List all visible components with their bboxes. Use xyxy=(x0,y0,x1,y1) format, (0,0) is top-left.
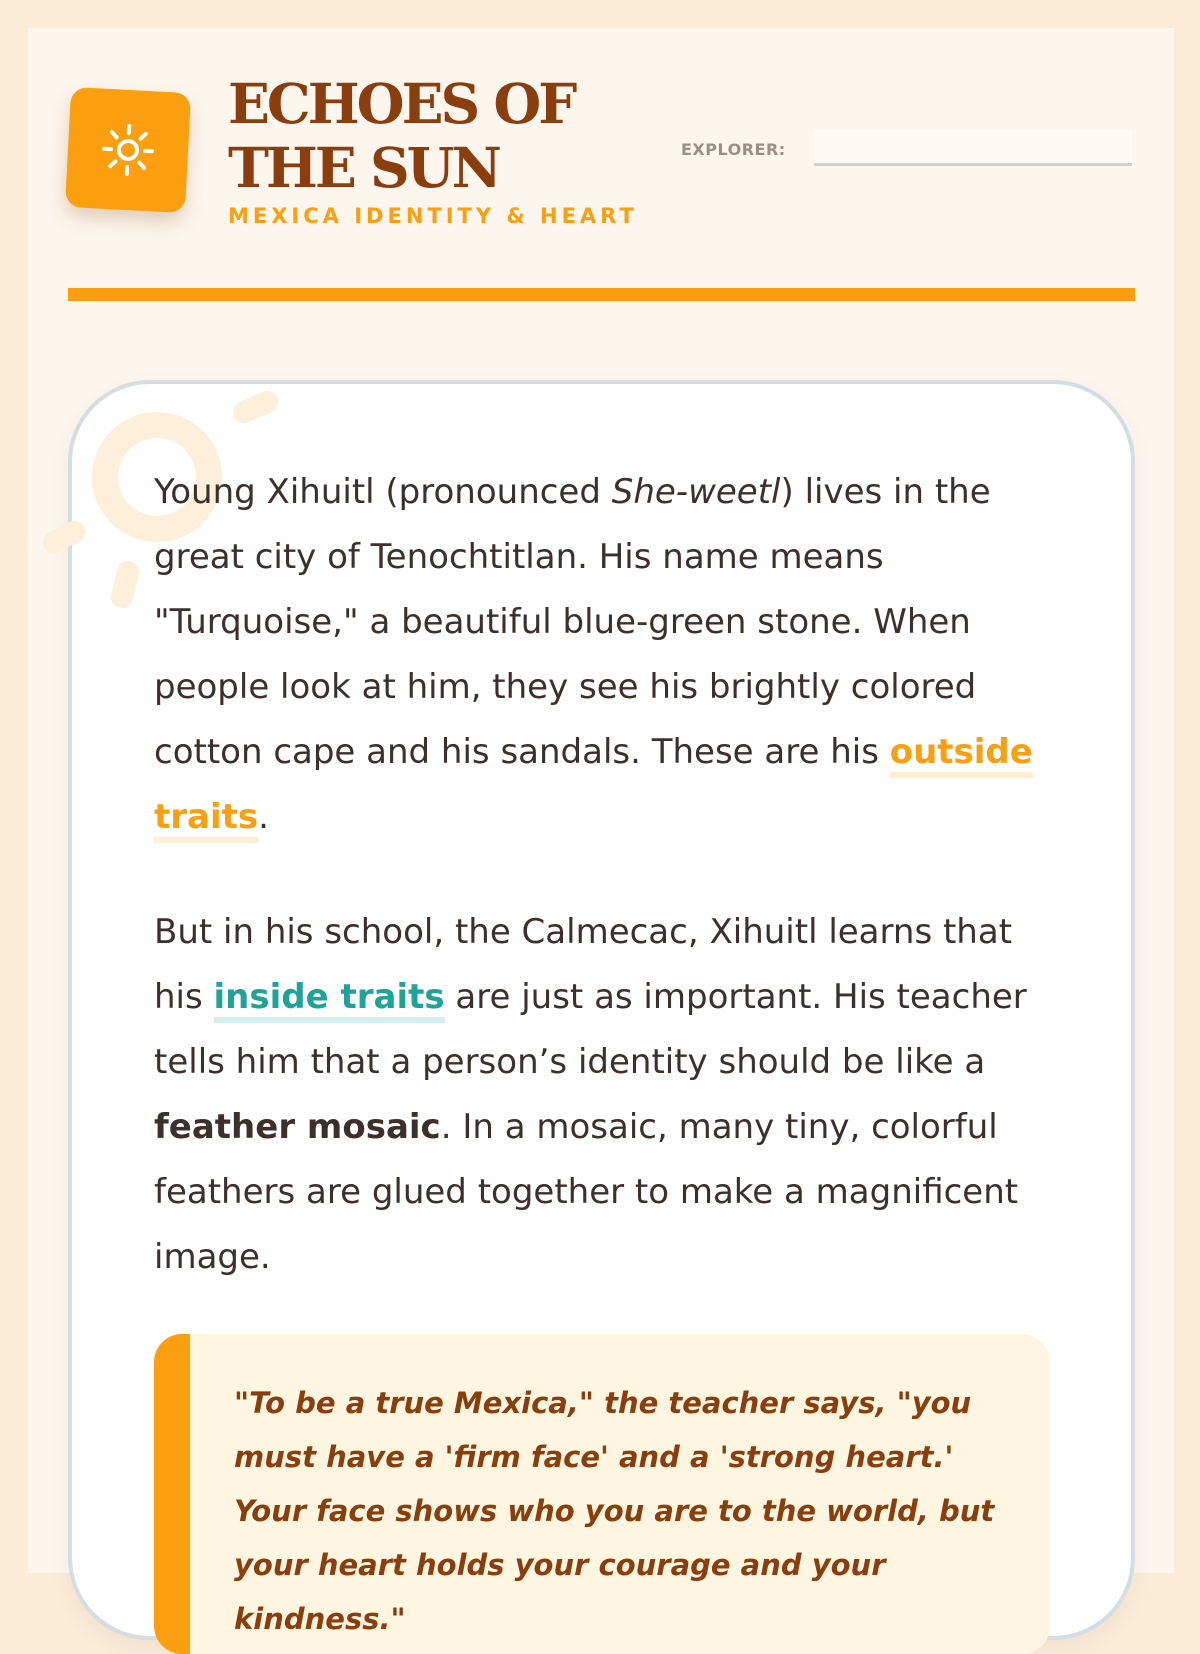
pronunciation-text: She-weetl xyxy=(612,472,781,512)
explorer-label: EXPLORER: xyxy=(681,140,786,159)
feather-mosaic-term: feather mosaic xyxy=(154,1107,441,1147)
story-text-segment: But in his school, the Calmecac, Xihuitl learns that his xyxy=(154,912,1012,1017)
teacher-quote xyxy=(154,1334,1050,1654)
page-sheet xyxy=(28,28,1174,1573)
explorer-name-input[interactable] xyxy=(814,130,1132,166)
story-text-segment: ) lives in the great city of Tenochtitlan. His name means "Turquoise," a beautiful blue-green stone. When people look at him, they see his brightly colored cotton cape and his sandals. These are his xyxy=(154,472,991,772)
keyword-outside-traits[interactable]: outside traits xyxy=(154,732,1033,843)
story-card xyxy=(68,380,1135,1640)
header-divider xyxy=(68,288,1135,301)
sun-icon xyxy=(94,116,161,183)
story-text-segment: are just as important. His teacher tells him that a person’s identity should be like a xyxy=(154,977,1027,1082)
story-paragraph-2 xyxy=(154,900,1034,1290)
quote-text: "To be a true Mexica," the teacher says, "you must have a 'firm face' and a 'strong heart.' Your face shows who you are to the world, but your heart holds your courage and your kindness." xyxy=(234,1376,1010,1646)
app-title: ECHOES OF THE SUN xyxy=(228,72,688,200)
story-text xyxy=(154,460,1034,1340)
keyword-inside-traits[interactable]: inside traits xyxy=(214,977,445,1023)
app-subtitle: MEXICA IDENTITY & HEART xyxy=(228,204,638,228)
story-text-segment: . xyxy=(258,797,269,837)
story-text-segment: . In a mosaic, many tiny, colorful feathers are glued together to make a magnificent image. xyxy=(154,1107,1018,1277)
story-text-segment: Young Xihuitl (pronounced xyxy=(154,472,612,512)
logo-badge xyxy=(65,87,191,213)
story-paragraph-1 xyxy=(154,460,1034,850)
